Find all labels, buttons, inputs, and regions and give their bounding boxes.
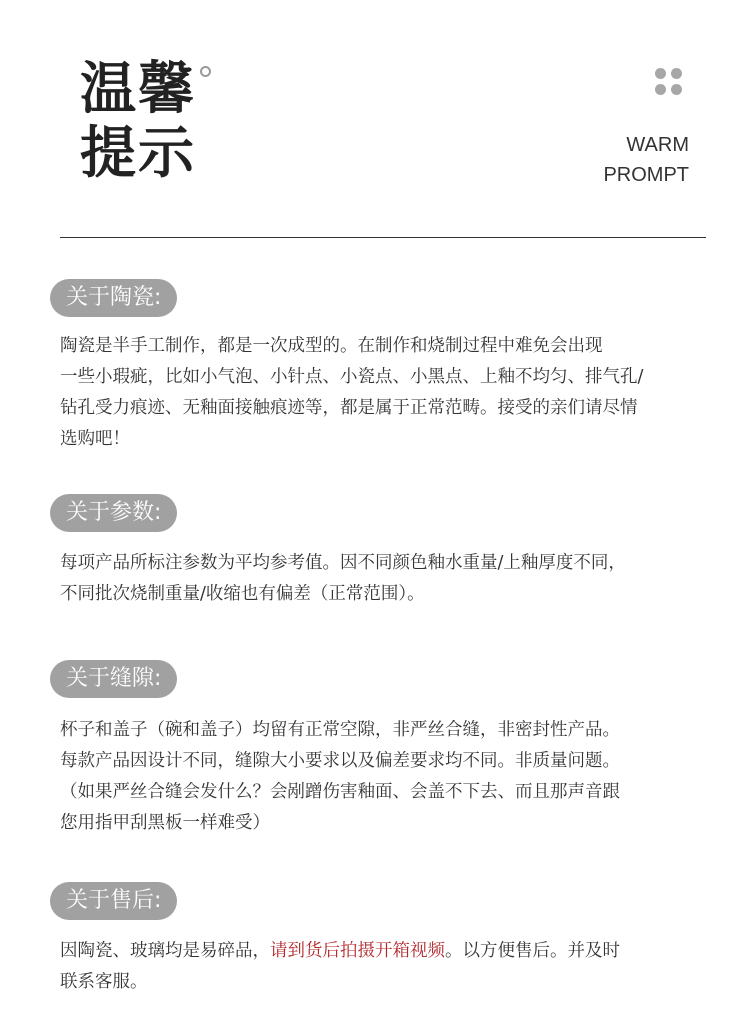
body-line: 杯子和盖子（碗和盖子）均留有正常空隙，非严丝合缝，非密封性产品。 — [60, 720, 620, 740]
body-text: 。以方便售后。并及时 — [445, 941, 620, 961]
page-title — [80, 58, 196, 186]
section-heading-ceramics: 关于陶瓷: — [50, 279, 177, 317]
body-text: 因陶瓷、玻璃均是易碎品， — [60, 941, 270, 961]
title-line-1: 温馨 — [80, 57, 196, 122]
body-line: 每项产品所标注参数为平均参考值。因不同颜色釉水重量/上釉厚度不同， — [60, 553, 626, 573]
section-heading-parameters: 关于参数: — [50, 494, 177, 532]
title-line-2: 提示 — [80, 121, 196, 186]
body-line: 选购吧！ — [60, 429, 130, 449]
body-line: 陶瓷是半手工制作，都是一次成型的。在制作和烧制过程中难免会出现 — [60, 336, 603, 356]
section-body-after-sales — [60, 936, 710, 998]
body-line: 联系客服。 — [60, 972, 148, 992]
body-line: （如果严丝合缝会发什么？会剐蹭伤害釉面、会盖不下去、而且那声音跟 — [60, 782, 620, 802]
section-body-parameters — [60, 548, 710, 610]
subtitle — [603, 130, 689, 190]
body-line: 一些小瑕疵，比如小气泡、小针点、小瓷点、小黑点、上釉不均匀、排气孔/ — [60, 367, 644, 387]
highlight-text: 请到货后拍摄开箱视频 — [270, 941, 445, 961]
subtitle-line-2: PROMPT — [603, 164, 689, 186]
body-line — [60, 936, 710, 967]
section-heading-gaps: 关于缝隙: — [50, 660, 177, 698]
circle-decoration-icon — [200, 66, 211, 77]
section-heading-after-sales: 关于售后: — [50, 882, 177, 920]
section-body-ceramics — [60, 331, 710, 455]
body-line: 您用指甲刮黑板一样难受） — [60, 813, 270, 833]
body-line: 不同批次烧制重量/收缩也有偏差（正常范围）。 — [60, 584, 425, 604]
section-body-gaps — [60, 715, 710, 839]
header-divider — [60, 237, 706, 238]
four-dots-icon — [655, 68, 683, 96]
subtitle-line-1: WARM — [626, 134, 689, 156]
body-line: 每款产品因设计不同，缝隙大小要求以及偏差要求均不同。非质量问题。 — [60, 751, 620, 771]
body-line: 钻孔受力痕迹、无釉面接触痕迹等，都是属于正常范畴。接受的亲们请尽情 — [60, 398, 638, 418]
